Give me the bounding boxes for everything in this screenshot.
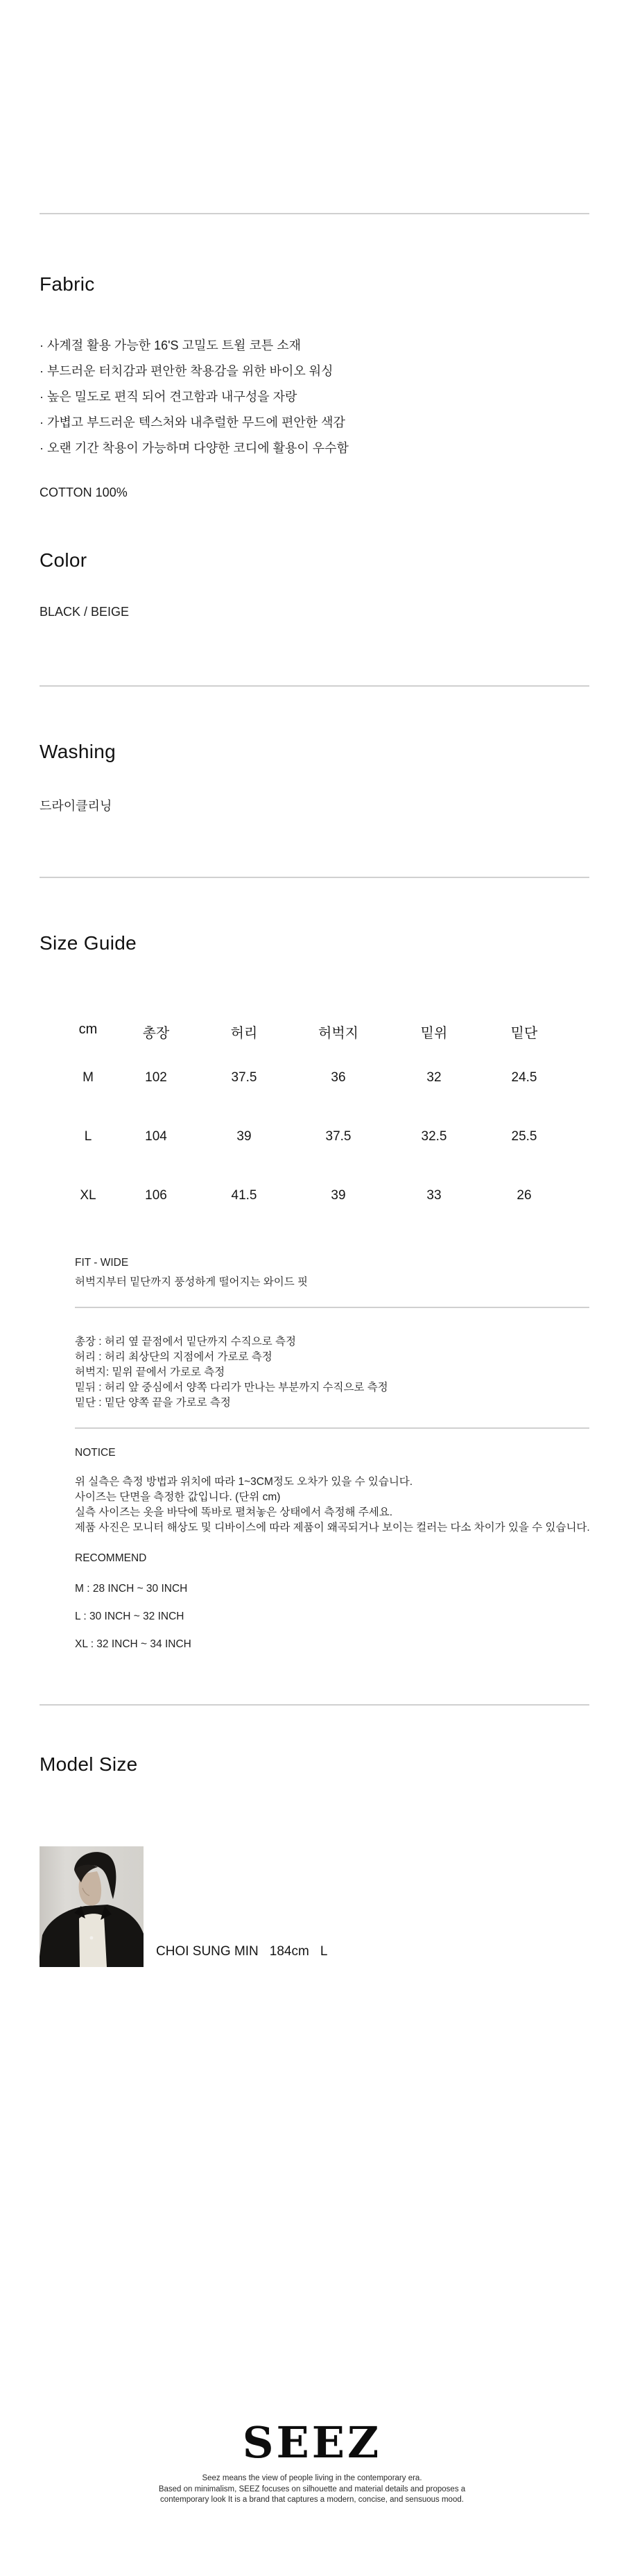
- notice-line: 위 실측은 측정 방법과 위치에 따라 1~3CM정도 오차가 있을 수 있습니다.: [75, 1476, 413, 1488]
- brand-tagline: [0, 2473, 624, 2506]
- size-table-unit-label: cm: [78, 1022, 98, 1037]
- size-table-row-m: [40, 1070, 589, 1087]
- size-table-col-header: 허벅지: [318, 1026, 358, 1041]
- washing-value: 드라이클리닝: [40, 799, 112, 813]
- fabric-section-title: Fabric: [40, 273, 95, 295]
- size-value: 32.5: [421, 1129, 447, 1144]
- fit-label: FIT - WIDE: [75, 1257, 129, 1269]
- recommend-line: L : 30 INCH ~ 32 INCH: [75, 1611, 184, 1622]
- size-value: 37.5: [231, 1070, 257, 1085]
- model-caption: [156, 1944, 327, 1959]
- size-table-row-l: [40, 1129, 589, 1146]
- section-divider: [40, 1704, 589, 1706]
- model-height: 184cm: [269, 1944, 309, 1959]
- size-value: 39: [331, 1188, 346, 1203]
- recommend-line: M : 28 INCH ~ 30 INCH: [75, 1583, 188, 1595]
- size-value: 39: [236, 1129, 252, 1144]
- brand-tagline-line: contemporary look It is a brand that captures a modern, concise, and sensuous mood.: [160, 2496, 464, 2504]
- measure-note: 밑단 : 밑단 양쪽 끝을 가로로 측정: [75, 1397, 231, 1409]
- size-table-col-header: 허리: [230, 1026, 258, 1041]
- color-value: BLACK / BEIGE: [40, 605, 130, 619]
- section-divider: [40, 877, 589, 878]
- size-table-col-header: 밑단: [510, 1026, 538, 1041]
- model-wearing-size: L: [320, 1944, 328, 1959]
- size-table-row-xl: [40, 1188, 589, 1205]
- measure-note: 밑뒤 : 허리 앞 중심에서 양쪽 다리가 만나는 부분까지 수직으로 측정: [75, 1382, 388, 1393]
- size-value: 25.5: [511, 1129, 537, 1144]
- size-value: 36: [331, 1070, 346, 1085]
- size-table-col-header: 총장: [142, 1026, 170, 1041]
- fabric-bullet: · 오랜 기간 착용이 가능하며 다양한 코디에 활용이 우수함: [40, 441, 349, 455]
- sub-divider: [75, 1307, 589, 1308]
- section-divider: [40, 685, 589, 687]
- size-value: 102: [145, 1070, 167, 1085]
- size-label: M: [83, 1070, 94, 1085]
- brand-logo: SEEZ: [242, 2417, 382, 2468]
- size-value: 37.5: [325, 1129, 352, 1144]
- size-value: 24.5: [511, 1070, 537, 1085]
- size-value: 32: [426, 1070, 442, 1085]
- notice-line: 실측 사이즈는 옷을 바닥에 똑바로 펼쳐놓은 상태에서 측정해 주세요.: [75, 1506, 393, 1518]
- fabric-bullet: · 가볍고 부드러운 텍스처와 내추럴한 무드에 편안한 색감: [40, 415, 345, 429]
- recommend-label: RECOMMEND: [75, 1552, 147, 1564]
- notice-line: 사이즈는 단면을 측정한 값입니다. (단위 cm): [75, 1491, 281, 1503]
- size-table-header-row: [40, 1022, 589, 1041]
- fabric-composition: COTTON 100%: [40, 486, 128, 499]
- size-value: 41.5: [231, 1188, 257, 1203]
- size-value: 106: [145, 1188, 167, 1203]
- size-table-col-header: 밑위: [420, 1026, 448, 1041]
- size-guide-section-title: Size Guide: [40, 932, 137, 954]
- model-name: CHOI SUNG MIN: [156, 1944, 259, 1959]
- fit-description: 허벅지부터 밑단까지 풍성하게 떨어지는 와이드 핏: [75, 1276, 308, 1288]
- notice-line: 제품 사진은 모니터 해상도 및 디바이스에 따라 제품이 왜곡되거나 보이는 컬러는 다소 차이가 있을 수 있습니다.: [75, 1522, 590, 1534]
- model-photo: [40, 1846, 144, 1967]
- brand-tagline-line: Seez means the view of people living in the contemporary era.: [202, 2474, 422, 2482]
- size-value: 33: [426, 1188, 442, 1203]
- washing-section-title: Washing: [40, 741, 116, 762]
- size-value: 104: [145, 1129, 167, 1144]
- size-label: XL: [80, 1188, 96, 1203]
- recommend-line: XL : 32 INCH ~ 34 INCH: [75, 1638, 191, 1650]
- measure-note: 허벅지: 밑위 끝에서 가로로 측정: [75, 1366, 225, 1378]
- measure-note: 허리 : 허리 최상단의 지점에서 가로로 측정: [75, 1351, 272, 1363]
- fabric-bullet: · 사계절 활용 가능한 16'S 고밀도 트윌 코튼 소재: [40, 338, 302, 352]
- color-section-title: Color: [40, 549, 87, 571]
- sub-divider: [75, 1427, 589, 1429]
- brand-tagline-line: Based on minimalism, SEEZ focuses on silhouette and material details and proposes a: [158, 2484, 466, 2493]
- measure-note: 총장 : 허리 옆 끝점에서 밑단까지 수직으로 측정: [75, 1336, 296, 1348]
- fabric-bullet: · 부드러운 터치감과 편안한 착용감을 위한 바이오 워싱: [40, 364, 333, 378]
- notice-label: NOTICE: [75, 1447, 116, 1459]
- section-divider: [40, 213, 589, 214]
- model-size-section-title: Model Size: [40, 1753, 138, 1775]
- size-label: L: [84, 1129, 92, 1144]
- size-value: 26: [517, 1188, 532, 1203]
- fabric-bullet: · 높은 밀도로 편직 되어 견고함과 내구성을 자랑: [40, 390, 297, 404]
